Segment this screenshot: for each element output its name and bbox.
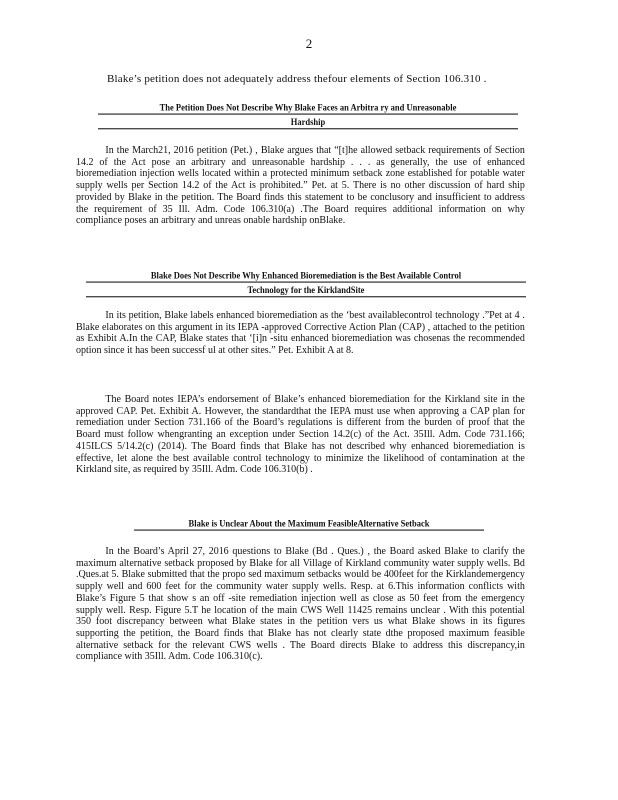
section-body-best-control-technology-2 — [76, 394, 525, 476]
section-heading-hardship — [98, 102, 518, 129]
section-body-alternative-setback — [76, 546, 525, 663]
section-body-hardship — [76, 145, 525, 227]
paragraph: In the March21, 2016 petition (Pet.) , Blake argues that “[t]he allowed setback requirements of Section 14.2 of the Act pose an arbitrary and unreasonable hardship . . . as generally, the use of enhanced bioremediation injection wells located within a protected minimum setback zone established for potable water supply wells per Section 14.2 of the Act is prohibited.” Pet. at 5. There is no other discussion of hard ship provided by Blake in the petition. The Board finds this statement to be conclusory and insufficient to address the requirement of 35 Ill. Adm. Code 106.310(a) .The Board requires additional information on why compliance poses an arbitrary and unreas onable hardship onBlake. — [76, 145, 525, 227]
page-number: 2 — [305, 36, 313, 51]
paragraph: The Board notes IEPA’s endorsement of Blake’s enhanced bioremediation for the Kirkland site in the approved CAP. Pet. Exhibit A. However, the standardthat the IEPA must use when approving a CAP plan for remediation under Section 731.166 of the Board’s regulations is different from the burden of proof that the Board must follow whengranting an exception under Section 14.2(c) of the Act. 35Ill. Adm. Code 731.166; 415ILCS 5/14.2(c) (2014). The Board finds that Blake has not described why enhanced bioremediation is effective, let alone the best available control technology to minimize the likelihood of contamination at the Kirkland site, as required by 35Ill. Adm. Code 106.310(b) . — [76, 394, 525, 476]
heading-line: The Petition Does Not Describe Why Blake Faces an Arbitra ry and Unreasonable — [98, 102, 518, 115]
heading-line: Blake is Unclear About the Maximum FeasibleAlternative Setback — [134, 518, 484, 531]
heading-line: Blake Does Not Describe Why Enhanced Bioremediation is the Best Available Control — [86, 270, 526, 283]
section-heading-alternative-setback — [134, 518, 484, 531]
heading-line: Technology for the KirklandSite — [86, 285, 526, 298]
heading-line: Hardship — [98, 117, 518, 130]
intro-sentence: Blake’s petition does not adequately address thefour elements of Section 106.310 . — [107, 73, 487, 85]
section-body-best-control-technology-1 — [76, 310, 525, 357]
paragraph: In the Board’s April 27, 2016 questions to Blake (Bd . Ques.) , the Board asked Blake to clarify the maximum alternative setback proposed by Blake for all Village of Kirkland community water supply wells. Bd .Ques.at 5. Blake submitted that the propo sed maximum setbacks would be 400feet for the Kirklandemergency supply well and 600 feet for the community water supply wells. Resp. at 6.This information conflicts with Blake’s Figure 5 that show s an off -site remediation injection well as close as 50 feet from the emergency supply well. Resp. Figure 5.T he location of the main CWS Well 11425 remains unclear . With this potential 350 foot discrepancy between what Blake states in the petition vers us what Blake shows in its figures supporting the petition, the Board finds that Blake has not clearly state dthe proposed maximum feasible alternative setback for the relevant CWS wells . The Board directs Blake to address this discrepancy,in compliance with 35Ill. Adm. Code 106.310(c). — [76, 546, 525, 663]
section-heading-best-control-technology — [86, 270, 526, 297]
paragraph: In its petition, Blake labels enhanced bioremediation as the ‘best availablecontrol technology .”Pet at 4 . Blake elaborates on this argument in its IEPA -approved Corrective Action Plan (CAP) , attached to the petition as Exhibit A.In the CAP, Blake states that ‘[i]n -situ enhanced bioremediation was chosenas the recommended option since it has been successf ul at other sites.” Pet. Exhibit A at 8. — [76, 310, 525, 357]
